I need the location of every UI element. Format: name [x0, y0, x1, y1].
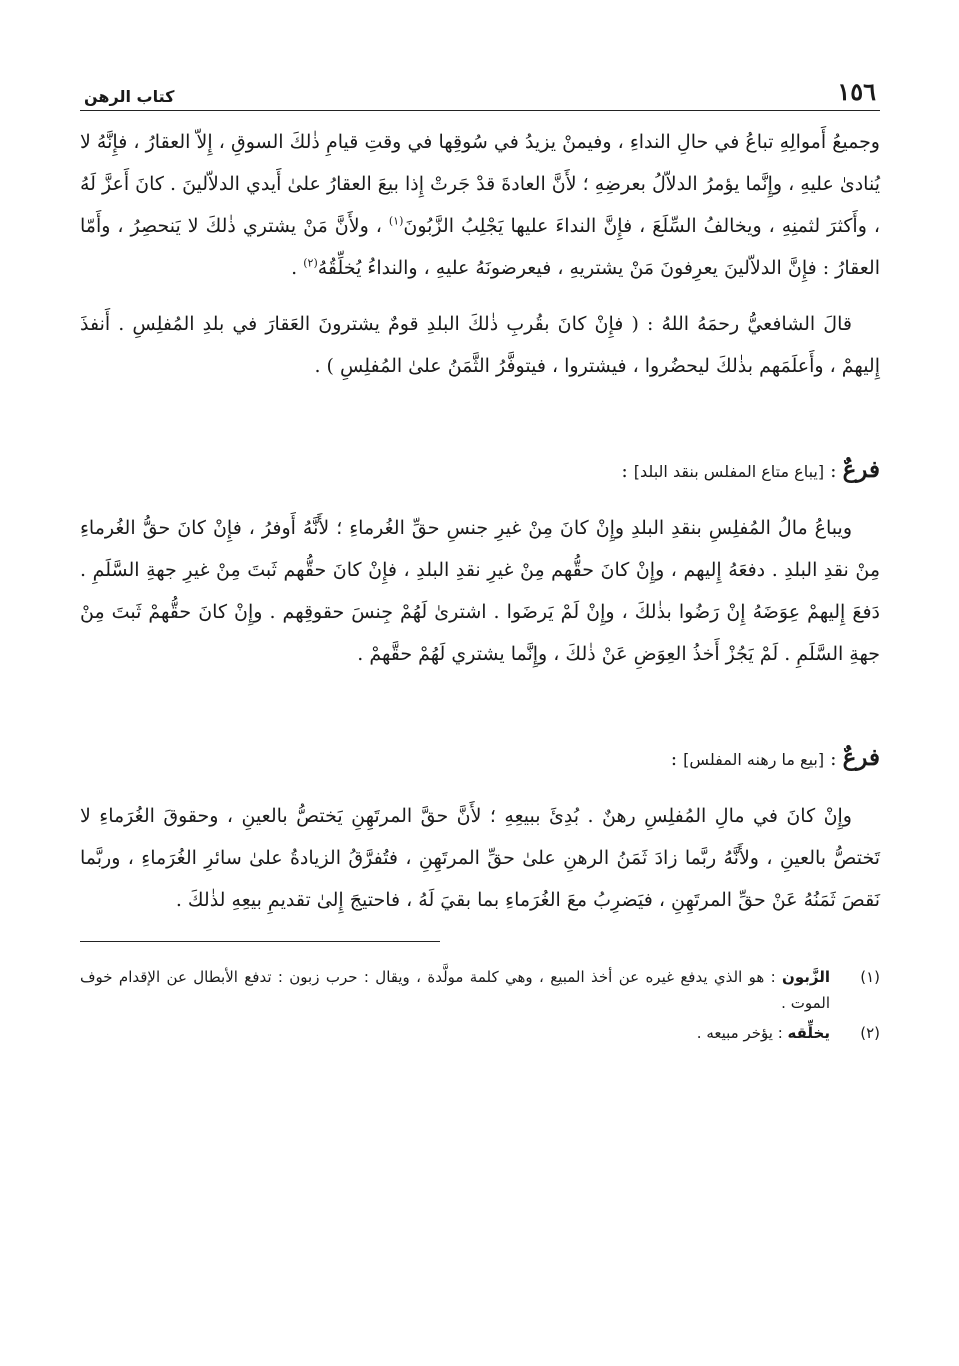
spacer: [80, 289, 880, 303]
section-2-body: وإِنْ كانَ في مالِ المُفلِسِ رهنٌ . بُدِئَ ببيعِهِ ؛ لأَنَّ حقَّ المرتَهِنِ يَختصُّ بالعينِ ، وحقوقَ الغُرَماءِ لا تَختصُّ بالعينِ ، ولأَنَّهُ ربَّما زادَ ثَمَنُ الرهنِ علىٰ حقِّ المرتَهِنِ ، فتُفرَّقُ الزيادةُ علىٰ سائرِ الغُرَماءِ ، وربَّما نَقصَ ثَمَنُهُ عَنْ حقِّ المرتَهِنِ ، فيَضرِبُ معَ الغُرَماءِ بما بقيَ لَهُ ، فاحتيجَ إِلىٰ تقديمِ بيعِهِ لذٰلكَ .: [80, 805, 880, 911]
running-header: [80, 70, 880, 111]
footnote-1: [80, 964, 880, 1016]
paragraph-1-text: وجميعُ أَموالِهِ تباعُ في حالِ النداءِ ، وفيمنْ يزيدُ في سُوقِها في وقتِ قيامِ ذٰلكَ السوقِ ، إِلاّ العقارُ ، فإِنَّهُ لا يُنادىٰ عليهِ ، وإِنَّما يؤمرُ الدلاّلُ بعرضِهِ ؛ لأَنَّ العادةَ قدْ جَرتْ إِذا بيعَ العقارُ علىٰ أَيدي الدلاّلينَ . كانَ أَعزَّ لَهُ ، وأَكثرَ لثمنِهِ ، ويخالفُ السِّلَعَ ، فإِنَّ النداءَ عليها يَجْلِبُ الزَّبُونَ: [80, 131, 880, 237]
footnote-ref-2[interactable]: (٢): [303, 256, 318, 270]
book-title: كتاب الرهن: [84, 87, 175, 106]
section-1-colon: :: [824, 460, 843, 482]
footnote-1-text: : هو الذي يدفع غيره عن أخذ المبيع ، وهي كلمة مولَّدة ، ويقال : حرب زبون : تدفع الأبطال عن الإقدام خوف الموت .: [80, 968, 830, 1012]
paragraph-1-text-b: ، ولأَنَّ مَنْ يشتري ذٰلكَ لا يَنحصِرُ ، وأَمّا العقارُ : فإِنَّ الدلاّلينَ يعرِفونَ مَنْ يشتريهِ ، فيعرضونَهُ عليهِ ، والنداءُ يُخلِّقُهُ: [80, 215, 880, 279]
footnote-2-text: : يؤخر مبيعه .: [696, 1024, 788, 1042]
footnote-2-term: يخلِّقه: [787, 1024, 830, 1042]
page-number: ١٥٦: [837, 77, 876, 106]
section-heading-2: [80, 737, 880, 781]
section-heading-1: [80, 449, 880, 493]
footnote-2-body: [80, 1020, 830, 1046]
spacer: [80, 781, 880, 795]
footnote-ref-1[interactable]: (١): [388, 214, 404, 228]
footnote-1-term: الزَّبون: [782, 968, 830, 986]
footnote-1-number: (١): [860, 968, 880, 986]
section-2-title-colon: :: [670, 748, 684, 770]
footnote-1-body: [80, 964, 830, 1016]
footnote-divider: [80, 941, 440, 942]
section-1-title-colon: :: [621, 460, 634, 482]
document-page: [80, 70, 880, 1350]
paragraph-1: [80, 121, 880, 289]
section-2-label: فرعٌ: [842, 744, 880, 771]
footnotes: [80, 964, 880, 1046]
section-1-body: ويباعُ مالُ المُفلِسِ بنقدِ البلدِ وإِنْ كانَ مِنْ غيرِ جنسِ حقِّ الغُرماءِ ؛ لأَنَّهُ أَوفرُ ، فإِنْ كانَ حقُّ الغُرماءِ مِنْ نقدِ البلدِ . دفعَهُ إِليهم ، وإِنْ كانَ حقُّهم مِنْ غيرِ نقدِ البلدِ ، فإِنْ كانَ حقُّهم ثَبتَ مِنْ غيرِ جهةِ السَّلَمِ . دَفعَ إِليهمْ عِوَضَهُ إِنْ رَضُوا بذٰلكَ ، وإِنْ لَمْ يَرضَوا . اشترىٰ لَهُمْ جِنسَ حقوقِهم . وإِنْ كانَ حقُّهمْ ثَبتَ مِنْ جهةِ السَّلَمِ . لَمْ يَجُزْ أَخذُ العِوَضِ عَنْ ذٰلكَ ، وإِنَّما يشتري لَهُمْ حقَّهمْ .: [80, 517, 880, 665]
paragraph-1-end: .: [291, 257, 304, 279]
footnote-2: [80, 1020, 880, 1046]
main-text: [80, 121, 880, 921]
spacer: [80, 387, 880, 449]
section-1-title: [يباع متاع المفلس بنقد البلد]: [633, 462, 825, 481]
paragraph-2-quote: قالَ الشافعيُّ رحمَهُ اللهُ : ( فإِنْ كانَ بقُربِ ذٰلكَ البلدِ قومٌ يشترونَ العَقارَ في بلدِ المُفلِسِ . أَنفذَ إِليهمْ ، وأَعلَمَهم بذٰلكَ ليحضُروا ، فيشتروا ، فيتوفَّرُ الثَّمَنُ علىٰ المُفلِسِ ) .: [80, 313, 880, 377]
section-1-label: فرعٌ: [842, 456, 880, 483]
footnote-2-number: (٢): [860, 1024, 880, 1042]
spacer: [80, 675, 880, 737]
section-2-colon: :: [824, 748, 843, 770]
section-2-title: [بيع ما رهنه المفلس]: [683, 750, 825, 769]
spacer: [80, 493, 880, 507]
